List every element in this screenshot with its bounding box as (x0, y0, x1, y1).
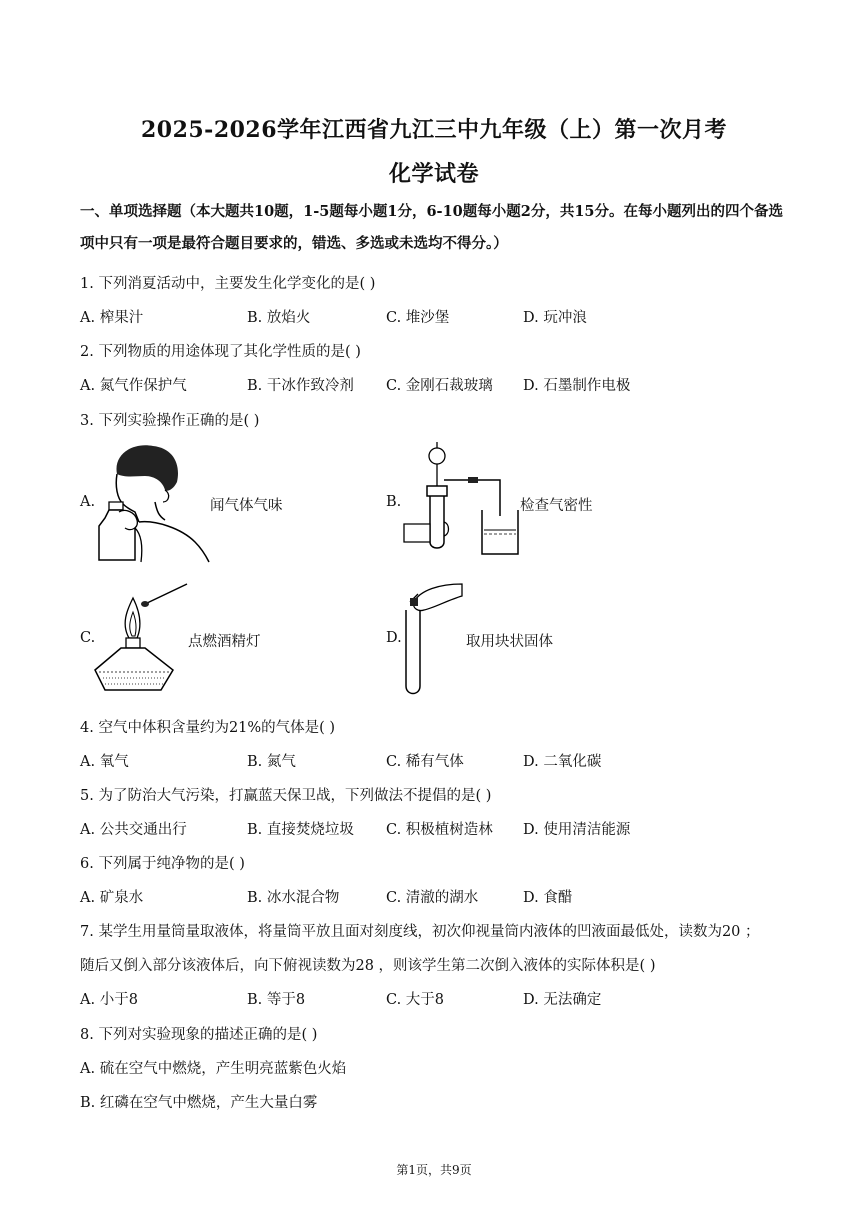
option-b: B. 直接焚烧垃圾 (247, 822, 354, 838)
option-c: C. 大于8 (386, 992, 445, 1008)
option-b: B. 冰水混合物 (247, 890, 340, 906)
question-stem: 4. 空气中体积含量约为21%的气体是( ) (80, 720, 336, 736)
solid-block-test-tube-illustration (400, 580, 470, 698)
exam-subtitle: 化学试卷 (388, 161, 479, 187)
option-d-caption: 取用块状固体 (466, 634, 553, 650)
airtightness-check-illustration (400, 442, 520, 562)
option-b: B. 等于8 (247, 992, 306, 1008)
question-stem: 8. 下列对实验现象的描述正确的是( ) (80, 1027, 318, 1043)
option-d-letter: D. (386, 630, 402, 646)
option-d: D. 石墨制作电极 (523, 378, 631, 394)
option-a: A. 榨果汁 (80, 310, 144, 326)
option-c: C. 积极植树造林 (386, 822, 493, 838)
option-b: B. 放焰火 (247, 310, 311, 326)
question-stem: 3. 下列实验操作正确的是( ) (80, 413, 260, 429)
option-a: A. 矿泉水 (80, 890, 144, 906)
option-a: A. 氮气作保护气 (80, 378, 187, 394)
option-a-caption: 闻气体气味 (210, 498, 283, 514)
option-b: B. 干冰作致冷剂 (247, 378, 354, 394)
question-stem: 1. 下列消夏活动中，主要发生化学变化的是( ) (80, 276, 376, 292)
option-d: D. 食醋 (523, 890, 573, 906)
exam-title: 2025-2026学年江西省九江三中九年级（上）第一次月考 (140, 117, 728, 143)
option-b-letter: B. (386, 494, 402, 510)
page-footer: 第1页，共9页 (396, 1163, 472, 1177)
question-stem: 6. 下列属于纯净物的是( ) (80, 856, 245, 872)
option-d: D. 使用清洁能源 (523, 822, 631, 838)
question-stem-line1: 7. 某学生用量筒量取液体，将量筒平放且面对刻度线，初次仰视量筒内液体的凹液面最低处，读数为20 ； (80, 924, 760, 940)
question-stem: 2. 下列物质的用途体现了其化学性质的是( ) (80, 344, 361, 360)
option-d: D. 无法确定 (523, 992, 602, 1008)
option-a-letter: A. (80, 494, 96, 510)
option-c-caption: 点燃酒精灯 (188, 634, 261, 650)
option-c: C. 金刚石裁玻璃 (386, 378, 493, 394)
option-a: A. 硫在空气中燃烧，产生明亮蓝紫色火焰 (80, 1061, 347, 1077)
option-c: C. 堆沙堡 (386, 310, 450, 326)
smelling-gas-illustration (95, 442, 210, 562)
option-c: C. 稀有气体 (386, 754, 464, 770)
question-stem: 5. 为了防治大气污染，打赢蓝天保卫战，下列做法不提倡的是( ) (80, 788, 492, 804)
option-b: B. 氮气 (247, 754, 296, 770)
question-stem-line2: 随后又倒入部分该液体后，向下俯视读数为28 ，则该学生第二次倒入液体的实际体积是( ) (80, 958, 656, 974)
option-b: B. 红磷在空气中燃烧，产生大量白雾 (80, 1095, 318, 1111)
section-heading: 一、单项选择题（本大题共10题，1-5题每小题1分，6-10题每小题2分，共15分。在每小题列出的四个备选项中只有一项是最符合题目要求的，错选、多选或未选均不得分。） (80, 203, 784, 252)
option-c: C. 清澈的湖水 (386, 890, 479, 906)
option-d: D. 玩冲浪 (523, 310, 587, 326)
option-b-caption: 检查气密性 (520, 498, 593, 514)
option-a: A. 氧气 (80, 754, 129, 770)
option-a: A. 公共交通出行 (80, 822, 187, 838)
option-c-letter: C. (80, 630, 96, 646)
option-d: D. 二氧化碳 (523, 754, 602, 770)
option-a: A. 小于8 (80, 992, 138, 1008)
lighting-alcohol-lamp-illustration (95, 580, 195, 695)
